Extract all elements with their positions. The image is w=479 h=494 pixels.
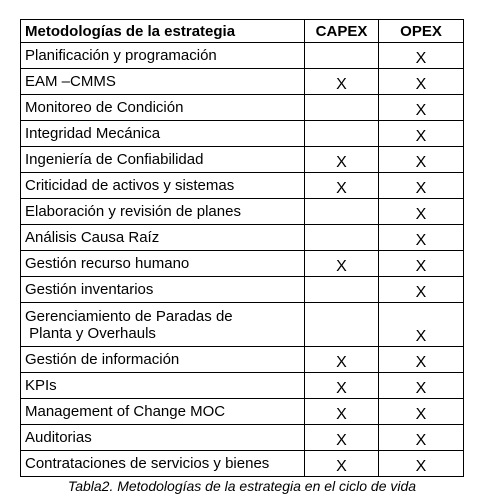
methodology-cell: Elaboración y revisión de planes xyxy=(21,199,305,225)
strategy-methodologies-table xyxy=(20,19,464,494)
methodology-cell: Auditorias xyxy=(21,425,305,451)
opex-cell: X xyxy=(379,147,464,173)
capex-cell xyxy=(305,121,379,147)
methodology-cell: Monitoreo de Condición xyxy=(21,95,305,121)
opex-cell: X xyxy=(379,303,464,347)
opex-cell: X xyxy=(379,277,464,303)
header-methodology: Metodologías de la estrategia xyxy=(21,20,305,43)
opex-cell: X xyxy=(379,173,464,199)
opex-cell: X xyxy=(379,199,464,225)
table-row xyxy=(21,251,464,277)
opex-cell: X xyxy=(379,451,464,477)
opex-cell: X xyxy=(379,425,464,451)
capex-cell: X xyxy=(305,373,379,399)
methodology-cell: Ingeniería de Confiabilidad xyxy=(21,147,305,173)
methodology-cell: KPIs xyxy=(21,373,305,399)
table-row xyxy=(21,347,464,373)
methodology-cell: Gestión inventarios xyxy=(21,277,305,303)
capex-cell xyxy=(305,199,379,225)
table-row xyxy=(21,451,464,477)
opex-cell: X xyxy=(379,347,464,373)
opex-cell: X xyxy=(379,373,464,399)
header-capex: CAPEX xyxy=(305,20,379,43)
opex-cell: X xyxy=(379,225,464,251)
capex-cell: X xyxy=(305,173,379,199)
opex-cell: X xyxy=(379,43,464,69)
capex-cell xyxy=(305,43,379,69)
table-row xyxy=(21,303,464,347)
methodology-cell: Contrataciones de servicios y bienes xyxy=(21,451,305,477)
methodology-cell: EAM –CMMS xyxy=(21,69,305,95)
capex-cell: X xyxy=(305,69,379,95)
capex-cell: X xyxy=(305,147,379,173)
methodology-cell: Análisis Causa Raíz xyxy=(21,225,305,251)
capex-cell: X xyxy=(305,251,379,277)
table-caption: Tabla2. Metodologías de la estrategia en el ciclo de vida xyxy=(67,478,417,494)
opex-cell: X xyxy=(379,95,464,121)
capex-cell xyxy=(305,225,379,251)
capex-cell xyxy=(305,95,379,121)
methodology-cell: Integridad Mecánica xyxy=(21,121,305,147)
table-row xyxy=(21,373,464,399)
table-body xyxy=(21,43,464,477)
capex-cell xyxy=(305,303,379,347)
table-row xyxy=(21,277,464,303)
capex-cell: X xyxy=(305,347,379,373)
table-row xyxy=(21,43,464,69)
methodology-cell: Criticidad de activos y sistemas xyxy=(21,173,305,199)
capex-cell: X xyxy=(305,451,379,477)
table-row xyxy=(21,199,464,225)
methodology-cell: Gestión de información xyxy=(21,347,305,373)
capex-cell xyxy=(305,277,379,303)
opex-cell: X xyxy=(379,251,464,277)
table-row xyxy=(21,147,464,173)
methodology-cell: Gestión recurso humano xyxy=(21,251,305,277)
table-row xyxy=(21,425,464,451)
table-row xyxy=(21,399,464,425)
header-row xyxy=(21,20,464,43)
header-opex: OPEX xyxy=(379,20,464,43)
capex-cell: X xyxy=(305,425,379,451)
table-row xyxy=(21,69,464,95)
methodology-cell: Planificación y programación xyxy=(21,43,305,69)
methodology-cell: Gerenciamiento de Paradas de Planta y Overhauls xyxy=(21,303,305,347)
opex-cell: X xyxy=(379,121,464,147)
table-row xyxy=(21,95,464,121)
opex-cell: X xyxy=(379,69,464,95)
table-row xyxy=(21,225,464,251)
capex-cell: X xyxy=(305,399,379,425)
table-row xyxy=(21,121,464,147)
opex-cell: X xyxy=(379,399,464,425)
table-row xyxy=(21,173,464,199)
methodology-cell: Management of Change MOC xyxy=(21,399,305,425)
